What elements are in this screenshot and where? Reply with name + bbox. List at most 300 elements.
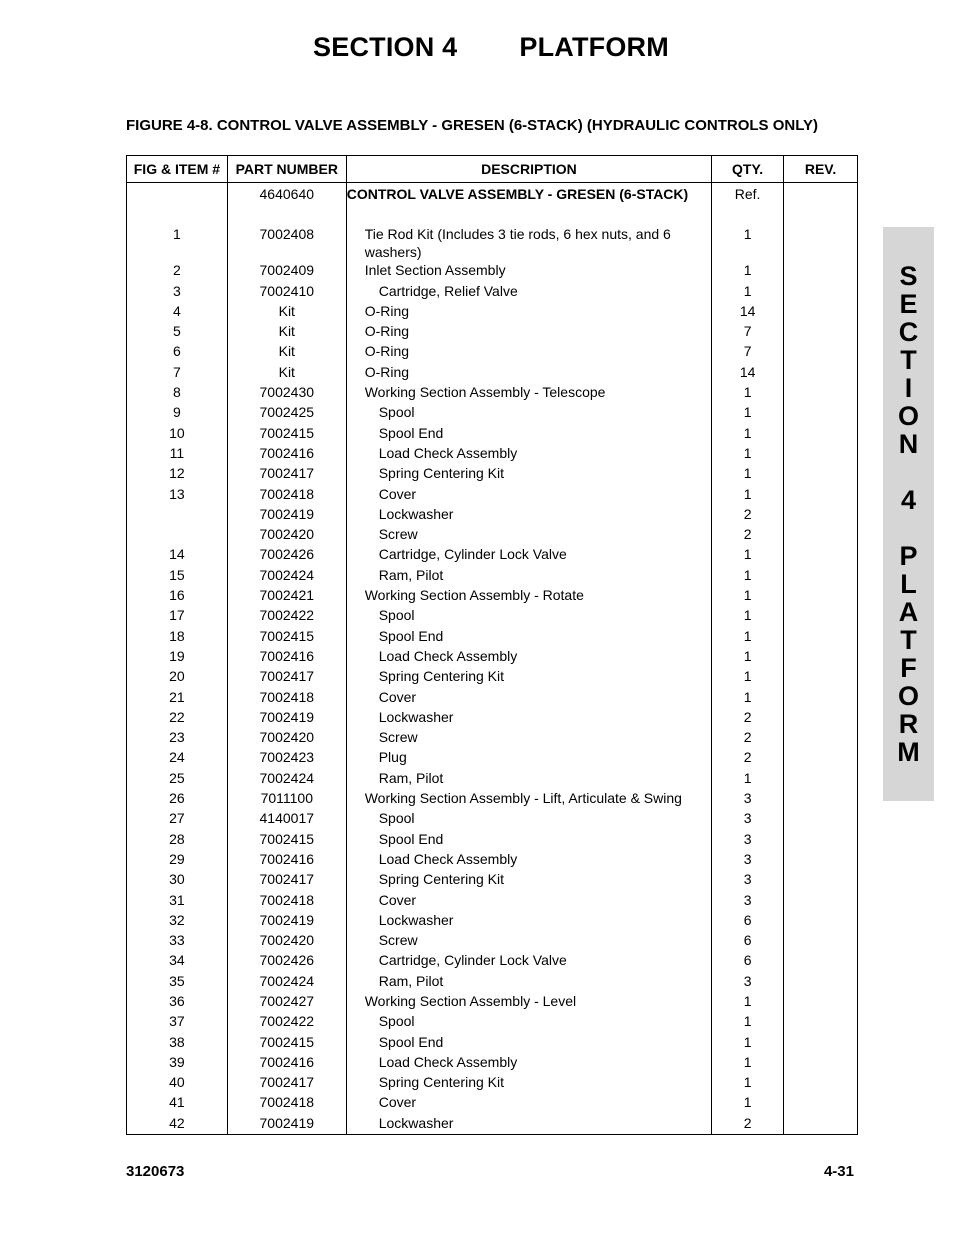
part-number-cell: 7002408: [227, 225, 346, 261]
rev-cell: [784, 485, 858, 505]
qty-cell: 1: [712, 688, 784, 708]
qty-cell: 3: [712, 809, 784, 829]
item-number-cell: 28: [127, 830, 228, 850]
item-number-cell: 21: [127, 688, 228, 708]
table-row: [127, 225, 858, 261]
qty-cell: 1: [712, 627, 784, 647]
qty-cell: 1: [712, 1073, 784, 1093]
description-cell: Load Check Assembly: [346, 1053, 711, 1073]
description-cell: Spring Centering Kit: [346, 464, 711, 484]
table-row: [127, 586, 858, 606]
table-row: [127, 282, 858, 302]
description-cell: Spring Centering Kit: [346, 1073, 711, 1093]
part-number-cell: 7002417: [227, 464, 346, 484]
item-number-cell: 20: [127, 667, 228, 687]
side-tab-letter: L: [900, 569, 917, 599]
part-number-cell: 7011100: [227, 789, 346, 809]
item-number-cell: 16: [127, 586, 228, 606]
part-number-cell: 7002415: [227, 424, 346, 444]
rev-cell: [784, 342, 858, 362]
spacer-cell: [712, 205, 784, 225]
table-row: [127, 891, 858, 911]
part-number-cell: 7002417: [227, 870, 346, 890]
part-number-cell: 7002420: [227, 931, 346, 951]
qty-cell: 1: [712, 403, 784, 423]
column-header-rev: REV.: [784, 156, 858, 183]
table-row: [127, 1012, 858, 1032]
description-cell: Cartridge, Cylinder Lock Valve: [346, 545, 711, 565]
part-number-cell: 7002421: [227, 586, 346, 606]
part-number-cell: 7002426: [227, 545, 346, 565]
item-number-cell: 30: [127, 870, 228, 890]
item-number-cell: 8: [127, 383, 228, 403]
description-cell: O-Ring: [346, 322, 711, 342]
rev-cell: [784, 566, 858, 586]
platform-heading: PLATFORM: [519, 32, 669, 62]
rev-cell: [784, 322, 858, 342]
item-number-cell: 37: [127, 1012, 228, 1032]
item-number-cell: 27: [127, 809, 228, 829]
part-number-cell: 7002418: [227, 485, 346, 505]
table-row: [127, 728, 858, 748]
rev-cell: [784, 1114, 858, 1135]
item-number-cell: 18: [127, 627, 228, 647]
qty-cell: 1: [712, 383, 784, 403]
description-cell: Lockwasher: [346, 708, 711, 728]
part-number-cell: 7002416: [227, 1053, 346, 1073]
rev-cell: [784, 951, 858, 971]
side-tab-letter: N: [898, 429, 919, 459]
table-row: [127, 789, 858, 809]
part-number-cell: 7002420: [227, 525, 346, 545]
part-number-cell: 4140017: [227, 809, 346, 829]
item-number-cell: 17: [127, 606, 228, 626]
item-number-cell: 7: [127, 363, 228, 383]
side-tab-letter: M: [897, 737, 920, 767]
table-row: [127, 363, 858, 383]
item-number-cell: 14: [127, 545, 228, 565]
item-number-cell: 10: [127, 424, 228, 444]
part-number-cell: Kit: [227, 322, 346, 342]
item-number-cell: 2: [127, 261, 228, 281]
item-number-cell: 25: [127, 769, 228, 789]
item-number-cell: 31: [127, 891, 228, 911]
rev-cell: [784, 261, 858, 281]
item-number-cell: 12: [127, 464, 228, 484]
qty-cell: 3: [712, 789, 784, 809]
description-cell: Screw: [346, 525, 711, 545]
part-number-cell: 7002419: [227, 1114, 346, 1135]
table-row: [127, 1114, 858, 1135]
table-row: [127, 261, 858, 281]
description-cell: Lockwasher: [346, 1114, 711, 1135]
rev-cell: [784, 525, 858, 545]
side-tab-letter: O: [897, 401, 919, 431]
item-number-cell: 4: [127, 302, 228, 322]
item-number-cell: 41: [127, 1093, 228, 1113]
description-cell: Spool: [346, 1012, 711, 1032]
item-number-cell: 26: [127, 789, 228, 809]
rev-cell: [784, 748, 858, 768]
table-row: [127, 627, 858, 647]
part-number-cell: 7002420: [227, 728, 346, 748]
qty-cell: 1: [712, 606, 784, 626]
part-number-cell: 7002417: [227, 1073, 346, 1093]
description-cell: Ram, Pilot: [346, 566, 711, 586]
table-row: [127, 1053, 858, 1073]
rev-cell: [784, 830, 858, 850]
qty-cell: 1: [712, 647, 784, 667]
side-tab-letter: C: [898, 317, 919, 347]
item-number-cell: 34: [127, 951, 228, 971]
qty-cell: Ref.: [712, 183, 784, 206]
description-cell: Ram, Pilot: [346, 769, 711, 789]
description-cell: Load Check Assembly: [346, 647, 711, 667]
qty-cell: 7: [712, 342, 784, 362]
side-tab-letter: T: [900, 345, 917, 375]
rev-cell: [784, 667, 858, 687]
qty-cell: 1: [712, 1093, 784, 1113]
part-number-cell: 7002416: [227, 647, 346, 667]
item-number-cell: 1: [127, 225, 228, 261]
table-row: [127, 870, 858, 890]
table-row: [127, 748, 858, 768]
part-number-cell: 4640640: [227, 183, 346, 206]
table-row: [127, 464, 858, 484]
item-number-cell: [127, 183, 228, 206]
description-cell: CONTROL VALVE ASSEMBLY - GRESEN (6-STACK): [346, 183, 711, 206]
rev-cell: [784, 972, 858, 992]
description-cell: O-Ring: [346, 302, 711, 322]
qty-cell: 3: [712, 972, 784, 992]
side-tab-letter: E: [899, 289, 918, 319]
part-number-cell: 7002416: [227, 444, 346, 464]
item-number-cell: 29: [127, 850, 228, 870]
description-cell: Lockwasher: [346, 505, 711, 525]
qty-cell: 3: [712, 830, 784, 850]
part-number-cell: 7002424: [227, 566, 346, 586]
description-cell: Spool End: [346, 830, 711, 850]
figure-title: FIGURE 4-8. CONTROL VALVE ASSEMBLY - GRESEN (6-STACK) (HYDRAULIC CONTROLS ONLY): [126, 117, 818, 134]
table-row: [127, 322, 858, 342]
rev-cell: [784, 809, 858, 829]
description-cell: Spring Centering Kit: [346, 667, 711, 687]
qty-cell: 1: [712, 464, 784, 484]
qty-cell: 2: [712, 525, 784, 545]
table-row: [127, 1033, 858, 1053]
rev-cell: [784, 545, 858, 565]
part-number-cell: 7002419: [227, 911, 346, 931]
rev-cell: [784, 1093, 858, 1113]
table-row: [127, 1093, 858, 1113]
description-cell: Spool End: [346, 627, 711, 647]
table-row: [127, 992, 858, 1012]
spacer-cell: [227, 205, 346, 225]
side-tab-letter: 4: [900, 485, 917, 515]
rev-cell: [784, 606, 858, 626]
section-heading: SECTION 4: [313, 32, 458, 62]
table-row: [127, 667, 858, 687]
side-tab-letter: I: [904, 373, 913, 403]
description-cell: Cartridge, Relief Valve: [346, 282, 711, 302]
description-cell: Spool End: [346, 424, 711, 444]
part-number-cell: 7002426: [227, 951, 346, 971]
column-header-description: DESCRIPTION: [346, 156, 711, 183]
part-number-cell: 7002409: [227, 261, 346, 281]
spacer-row: [127, 205, 858, 225]
qty-cell: 1: [712, 424, 784, 444]
description-cell: Cartridge, Cylinder Lock Valve: [346, 951, 711, 971]
table-row: [127, 688, 858, 708]
qty-cell: 2: [712, 505, 784, 525]
qty-cell: 1: [712, 545, 784, 565]
rev-cell: [784, 1012, 858, 1032]
table-row: [127, 606, 858, 626]
table-row: [127, 545, 858, 565]
description-cell: Working Section Assembly - Level: [346, 992, 711, 1012]
table-row: [127, 951, 858, 971]
table-row: [127, 972, 858, 992]
description-cell: Working Section Assembly - Rotate: [346, 586, 711, 606]
description-cell: Spool: [346, 606, 711, 626]
description-cell: O-Ring: [346, 342, 711, 362]
rev-cell: [784, 444, 858, 464]
part-number-cell: 7002415: [227, 830, 346, 850]
side-tab-letter: F: [900, 653, 917, 683]
item-number-cell: 13: [127, 485, 228, 505]
rev-cell: [784, 363, 858, 383]
qty-cell: 14: [712, 302, 784, 322]
part-number-cell: 7002419: [227, 505, 346, 525]
side-tab-letter: P: [899, 541, 918, 571]
description-cell: Cover: [346, 891, 711, 911]
item-number-cell: 40: [127, 1073, 228, 1093]
description-cell: Working Section Assembly - Telescope: [346, 383, 711, 403]
part-number-cell: 7002418: [227, 1093, 346, 1113]
description-cell: Ram, Pilot: [346, 972, 711, 992]
part-number-cell: 7002424: [227, 769, 346, 789]
table-row: [127, 931, 858, 951]
item-number-cell: 35: [127, 972, 228, 992]
item-number-cell: [127, 525, 228, 545]
rev-cell: [784, 282, 858, 302]
part-number-cell: 7002416: [227, 850, 346, 870]
item-number-cell: 42: [127, 1114, 228, 1135]
qty-cell: 1: [712, 282, 784, 302]
item-number-cell: 6: [127, 342, 228, 362]
rev-cell: [784, 992, 858, 1012]
part-number-cell: Kit: [227, 363, 346, 383]
qty-cell: 1: [712, 444, 784, 464]
item-number-cell: 3: [127, 282, 228, 302]
side-tab-letter: S: [899, 261, 918, 291]
parts-table: [126, 155, 858, 1135]
item-number-cell: 5: [127, 322, 228, 342]
description-cell: Cover: [346, 1093, 711, 1113]
qty-cell: 3: [712, 870, 784, 890]
qty-cell: 3: [712, 850, 784, 870]
description-cell: Working Section Assembly - Lift, Articulate & Swing: [346, 789, 711, 809]
rev-cell: [784, 708, 858, 728]
part-number-cell: 7002422: [227, 1012, 346, 1032]
spacer-cell: [127, 205, 228, 225]
rev-cell: [784, 464, 858, 484]
table-row: [127, 1073, 858, 1093]
part-number-cell: 7002425: [227, 403, 346, 423]
qty-cell: 1: [712, 261, 784, 281]
rev-cell: [784, 688, 858, 708]
column-header-qty: QTY.: [712, 156, 784, 183]
part-number-cell: Kit: [227, 302, 346, 322]
spacer-cell: [784, 205, 858, 225]
rev-cell: [784, 870, 858, 890]
item-number-cell: [127, 505, 228, 525]
description-cell: Plug: [346, 748, 711, 768]
item-number-cell: 22: [127, 708, 228, 728]
rev-cell: [784, 1033, 858, 1053]
rev-cell: [784, 728, 858, 748]
page-number: 4-31: [823, 1163, 854, 1180]
table-row: [127, 911, 858, 931]
rev-cell: [784, 789, 858, 809]
rev-cell: [784, 403, 858, 423]
qty-cell: 1: [712, 992, 784, 1012]
rev-cell: [784, 1073, 858, 1093]
rev-cell: [784, 627, 858, 647]
description-cell: Cover: [346, 485, 711, 505]
item-number-cell: 24: [127, 748, 228, 768]
section-side-tab: [883, 227, 934, 801]
item-number-cell: 19: [127, 647, 228, 667]
rev-cell: [784, 911, 858, 931]
table-row: [127, 424, 858, 444]
side-tab-letter: T: [900, 625, 917, 655]
qty-cell: 1: [712, 1033, 784, 1053]
rev-cell: [784, 769, 858, 789]
table-row: [127, 525, 858, 545]
side-tab-letter: O: [897, 681, 919, 711]
qty-cell: 3: [712, 891, 784, 911]
column-header-part-number: PART NUMBER: [227, 156, 346, 183]
item-number-cell: 9: [127, 403, 228, 423]
qty-cell: 1: [712, 225, 784, 261]
part-number-cell: 7002410: [227, 282, 346, 302]
description-cell: Spool End: [346, 1033, 711, 1053]
item-number-cell: 15: [127, 566, 228, 586]
rev-cell: [784, 891, 858, 911]
table-row: [127, 809, 858, 829]
part-number-cell: 7002424: [227, 972, 346, 992]
item-number-cell: 38: [127, 1033, 228, 1053]
part-number-cell: 7002423: [227, 748, 346, 768]
rev-cell: [784, 931, 858, 951]
qty-cell: 2: [712, 708, 784, 728]
description-cell: Inlet Section Assembly: [346, 261, 711, 281]
rev-cell: [784, 850, 858, 870]
item-number-cell: 23: [127, 728, 228, 748]
table-row: [127, 485, 858, 505]
table-row: [127, 383, 858, 403]
page-title: [0, 32, 954, 63]
table-row: [127, 342, 858, 362]
part-number-cell: 7002418: [227, 891, 346, 911]
description-cell: Lockwasher: [346, 911, 711, 931]
description-cell: Tie Rod Kit (Includes 3 tie rods, 6 hex nuts, and 6 washers): [346, 225, 711, 261]
description-cell: Load Check Assembly: [346, 850, 711, 870]
part-number-cell: 7002427: [227, 992, 346, 1012]
item-number-cell: 11: [127, 444, 228, 464]
qty-cell: 1: [712, 586, 784, 606]
item-number-cell: 32: [127, 911, 228, 931]
rev-cell: [784, 183, 858, 206]
description-cell: Cover: [346, 688, 711, 708]
table-row: [127, 769, 858, 789]
description-cell: Spring Centering Kit: [346, 870, 711, 890]
part-number-cell: 7002417: [227, 667, 346, 687]
rev-cell: [784, 505, 858, 525]
rev-cell: [784, 383, 858, 403]
qty-cell: 6: [712, 931, 784, 951]
table-row: [127, 850, 858, 870]
qty-cell: 14: [712, 363, 784, 383]
part-number-cell: Kit: [227, 342, 346, 362]
column-header-item: FIG & ITEM #: [127, 156, 228, 183]
part-number-cell: 7002415: [227, 627, 346, 647]
description-cell: Spool: [346, 403, 711, 423]
part-number-cell: 7002418: [227, 688, 346, 708]
table-row: [127, 708, 858, 728]
qty-cell: 1: [712, 1012, 784, 1032]
description-cell: Screw: [346, 728, 711, 748]
part-number-cell: 7002419: [227, 708, 346, 728]
qty-cell: 1: [712, 485, 784, 505]
table-row: [127, 505, 858, 525]
qty-cell: 2: [712, 1114, 784, 1135]
rev-cell: [784, 647, 858, 667]
item-number-cell: 36: [127, 992, 228, 1012]
table-row: [127, 444, 858, 464]
table-row: [127, 183, 858, 206]
rev-cell: [784, 424, 858, 444]
rev-cell: [784, 225, 858, 261]
description-cell: Spool: [346, 809, 711, 829]
table-row: [127, 403, 858, 423]
qty-cell: 1: [712, 1053, 784, 1073]
table-row: [127, 566, 858, 586]
document-number: 3120673: [126, 1163, 185, 1180]
rev-cell: [784, 302, 858, 322]
side-tab-letter: R: [898, 709, 919, 739]
qty-cell: 2: [712, 728, 784, 748]
qty-cell: 6: [712, 951, 784, 971]
part-number-cell: 7002415: [227, 1033, 346, 1053]
description-cell: Screw: [346, 931, 711, 951]
qty-cell: 2: [712, 748, 784, 768]
qty-cell: 1: [712, 769, 784, 789]
item-number-cell: 39: [127, 1053, 228, 1073]
item-number-cell: 33: [127, 931, 228, 951]
rev-cell: [784, 1053, 858, 1073]
description-cell: Load Check Assembly: [346, 444, 711, 464]
parts-table-header: [127, 156, 858, 183]
qty-cell: 1: [712, 667, 784, 687]
qty-cell: 7: [712, 322, 784, 342]
parts-table-body: [127, 183, 858, 1135]
description-cell: O-Ring: [346, 363, 711, 383]
qty-cell: 6: [712, 911, 784, 931]
table-row: [127, 647, 858, 667]
rev-cell: [784, 586, 858, 606]
